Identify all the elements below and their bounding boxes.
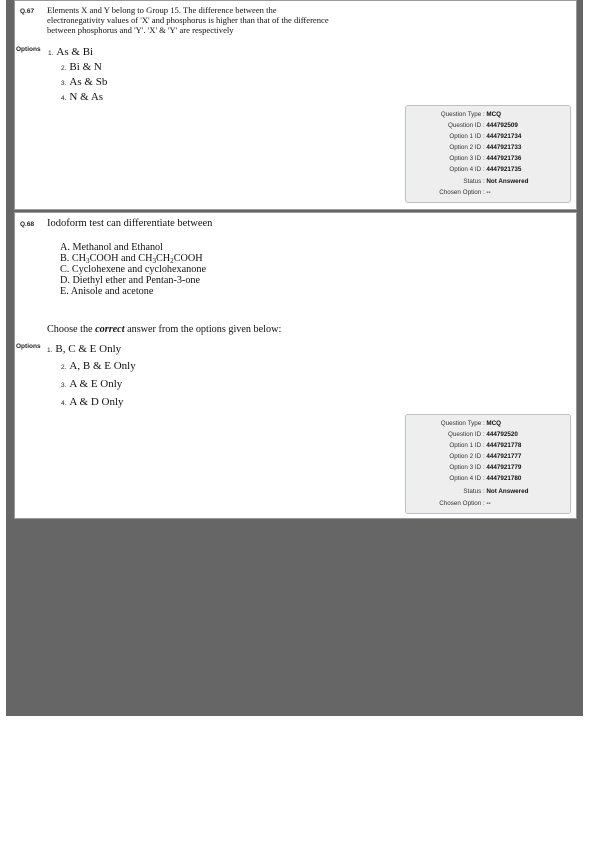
option-number: 4. — [61, 400, 67, 407]
option-4-id-row: Option 4 ID : 4447921735 — [449, 166, 522, 173]
option-text: As & Sb — [69, 76, 108, 88]
option-number: 2. — [61, 364, 67, 371]
option-text: As & Bi — [56, 46, 94, 58]
statement-c: C. Cyclohexene and cyclohexanone — [60, 264, 206, 275]
statement-e: E. Anisole and acetone — [60, 286, 154, 297]
option-1[interactable] — [47, 339, 121, 357]
statement-d: D. Diethyl ether and Pentan-3-one — [60, 275, 201, 286]
option-2-id-row: Option 2 ID : 4447921733 — [449, 144, 522, 151]
option-text: A & D Only — [69, 396, 124, 408]
chosen-option-row: Chosen Option : -- — [439, 189, 491, 196]
option-text: A & E Only — [69, 378, 123, 390]
option-4-id-row: Option 4 ID : 4447921780 — [449, 475, 522, 482]
options-label: Options — [16, 343, 41, 350]
question-id-row: Question ID : 444792520 — [447, 431, 518, 438]
option-text: A, B & E Only — [69, 360, 136, 372]
statement-b: B. $CH_3COOH$ and $CH_3CH_2COOH$ — [60, 253, 203, 265]
option-number: 3. — [61, 382, 67, 389]
option-number: 4. — [61, 95, 67, 102]
status-row: Status : Not Answered — [463, 178, 529, 185]
option-text: Bi & N — [69, 61, 102, 73]
option-text: N & As — [69, 91, 104, 103]
option-2[interactable] — [61, 356, 136, 374]
question-card-68 — [14, 212, 577, 519]
option-text: B, C & E Only — [55, 343, 122, 355]
option-number: 1. — [48, 50, 54, 57]
option-4[interactable] — [61, 392, 124, 410]
question-text: Iodoform test can differentiate between — [47, 218, 213, 229]
question-text-line: between phosphorus and 'Y'. 'X' & 'Y' are respectively — [47, 25, 234, 35]
statement-list — [60, 242, 206, 297]
option-3[interactable] — [61, 374, 122, 392]
question-info-panel — [405, 105, 571, 203]
option-1-id-row: Option 1 ID : 4447921778 — [449, 442, 522, 449]
option-number: 3. — [61, 80, 67, 87]
statement-a: A. Methanol and Ethanol — [60, 242, 163, 253]
options-label: Options — [16, 46, 41, 53]
option-3-id-row: Option 3 ID : 4447921779 — [449, 464, 522, 471]
option-4[interactable] — [61, 87, 103, 105]
question-card-67 — [14, 0, 577, 210]
instruction-text: Choose the correct answer from the options given below: — [47, 324, 282, 335]
option-2-id-row: Option 2 ID : 4447921777 — [449, 453, 522, 460]
option-3-id-row: Option 3 ID : 4447921736 — [449, 155, 522, 162]
question-type-row: Question Type : MCQ — [440, 111, 502, 118]
option-1-id-row: Option 1 ID : 4447921734 — [449, 133, 522, 140]
question-type-row: Question Type : MCQ — [440, 420, 502, 427]
question-number: Q.67 — [20, 8, 35, 15]
question-text-line: Elements X and Y belong to Group 15. The difference between the — [47, 5, 277, 15]
question-info-panel — [405, 414, 571, 514]
chosen-option-row: Chosen Option : -- — [439, 500, 491, 507]
option-number: 1. — [47, 347, 53, 354]
question-id-row: Question ID : 444792509 — [447, 122, 518, 129]
option-number: 2. — [61, 65, 67, 72]
status-row: Status : Not Answered — [463, 488, 529, 495]
question-text-line: electronegativity values of 'X' and phosphorus is higher than that of the difference — [47, 15, 329, 25]
question-text — [47, 5, 467, 35]
question-number: Q.68 — [20, 221, 35, 228]
